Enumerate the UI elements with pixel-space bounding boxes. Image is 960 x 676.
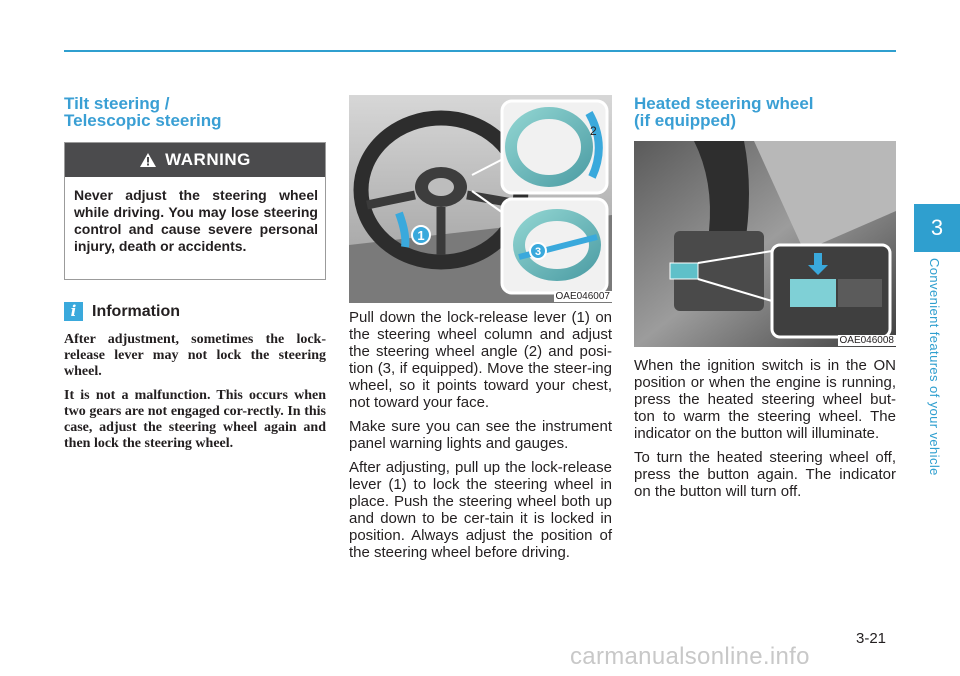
image-code: OAE046007 [555, 291, 610, 302]
paragraph-heated-off: To turn the heated steering wheel off, press the button again. The indicator on the button will turn off. [634, 449, 896, 500]
warning-text: Never adjust the steering wheel while driving. You may lose steering control and cause severe personal injury, death or accidents. [74, 187, 318, 254]
warning-triangle-icon [139, 152, 157, 168]
page-number: 3-21 [856, 630, 887, 647]
heated-steering-button-photo [634, 141, 896, 347]
watermark: carmanualsonline.info [570, 643, 810, 670]
paragraph-instrument-panel: Make sure you can see the instrument panel warning lights and gauges. [349, 418, 612, 452]
svg-text:2: 2 [590, 124, 597, 138]
paragraph-adjust-lever: Pull down the lock-release lever (1) on the steering wheel column and adjust the steering wheel angle (2) and posi-tion (3, if equipped). Move the steer-ing wheel, so it points toward your chest, not toward your face. [349, 309, 612, 411]
svg-text:1: 1 [417, 228, 425, 243]
information-paragraph-2: It is not a malfunction. This occurs when two gears are not engaged cor-rectly. In this case, adjust the steering wheel again and then lock the steering wheel. [64, 388, 326, 451]
chapter-title: Convenient features of your vehicle [927, 258, 942, 476]
information-title: Information [92, 302, 180, 320]
svg-text:3: 3 [534, 246, 542, 258]
steering-wheel-illustration [349, 95, 612, 303]
image-code: OAE046008 [839, 335, 894, 346]
info-icon: i [64, 302, 83, 321]
heated-steering-instructions [634, 357, 896, 507]
information-paragraph-1: After adjustment, sometimes the lock-release lever may not lock the steering wheel. [64, 332, 326, 379]
section-heading-heated-steering: Heated steering wheel (if equipped) [634, 94, 814, 130]
chapter-tab: 3 [914, 204, 960, 252]
warning-label: WARNING [165, 150, 251, 169]
warning-header [65, 143, 325, 177]
top-rule [64, 50, 896, 52]
information-header [64, 302, 180, 321]
warning-box [64, 142, 326, 280]
paragraph-lock-lever: After adjusting, pull up the lock-release lever (1) to lock the steering wheel in place. Push the steering wheel both up and down to be cer-tain it is locked in position. Always adjust the position of the steering wheel before driving. [349, 459, 612, 561]
steering-instructions [349, 309, 612, 568]
section-heading-tilt-steering: Tilt steering / Telescopic steering [64, 94, 222, 130]
paragraph-heated-on: When the ignition switch is in the ON position or when the engine is running, press the heated steering wheel but-ton to warm the steering wheel. The indicator on the button will illuminate. [634, 357, 896, 442]
